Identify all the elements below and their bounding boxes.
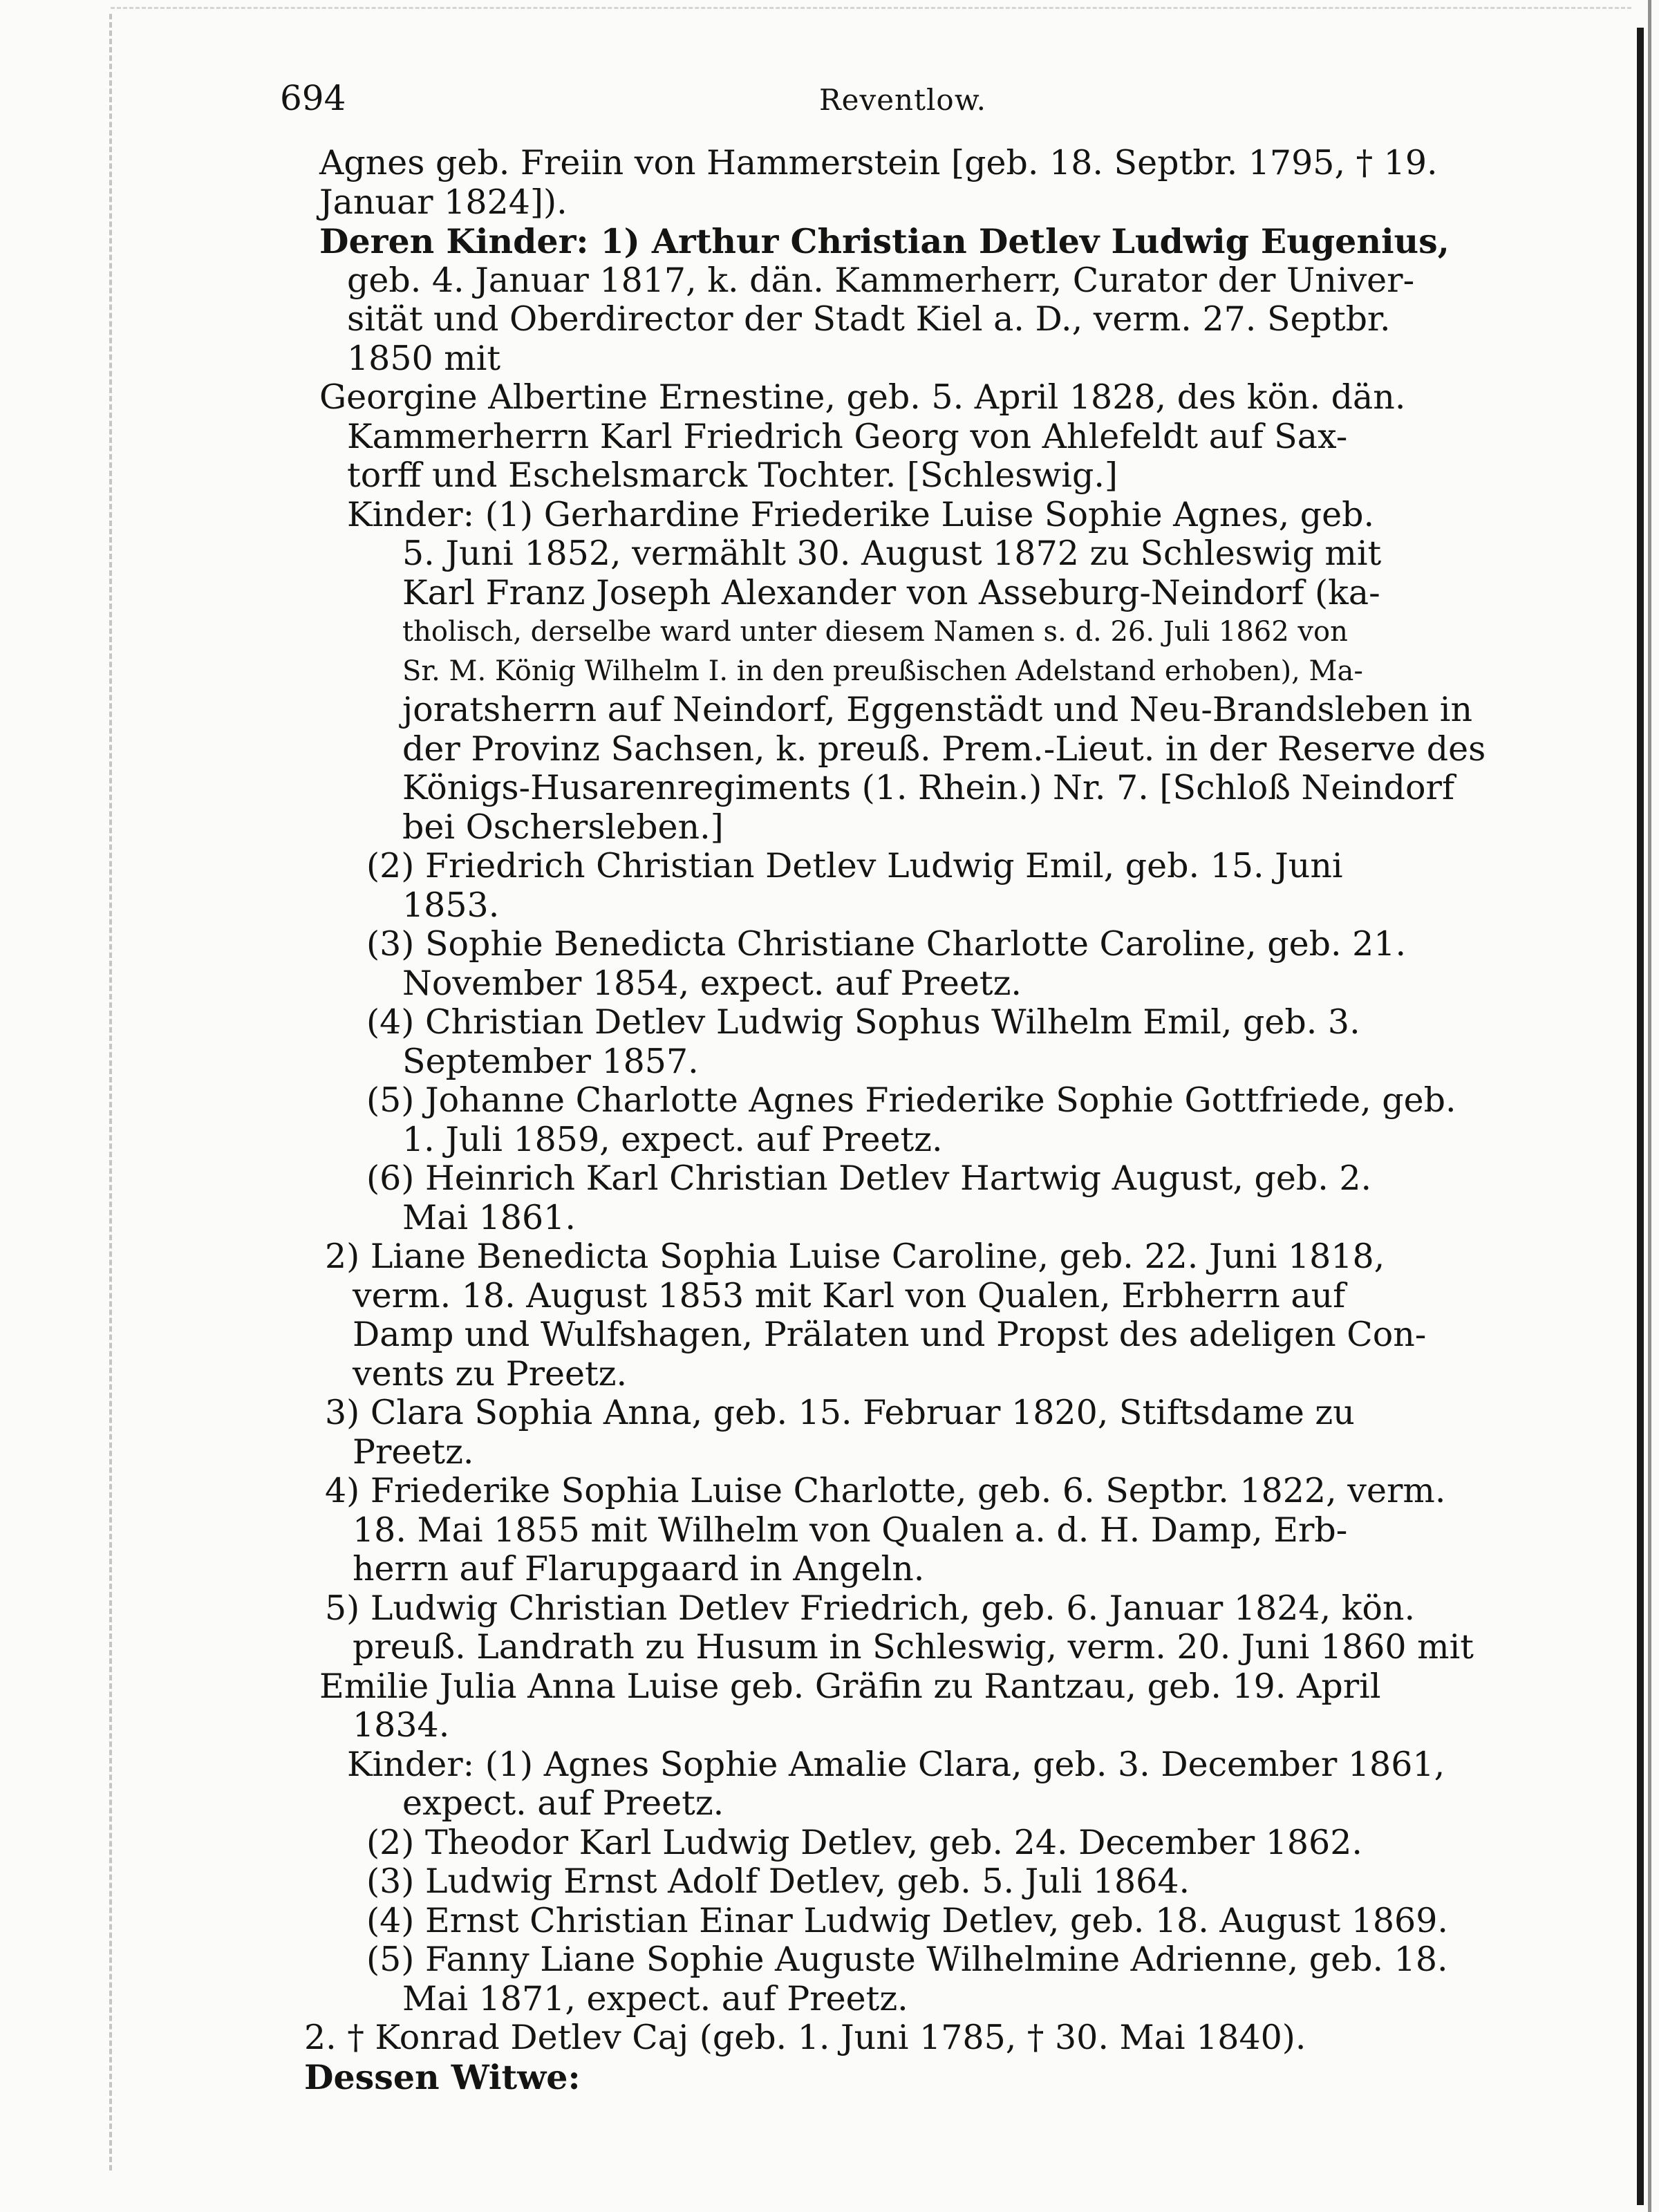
page-body	[304, 144, 1528, 2097]
text-line: Sr. M. König Wilhelm I. in den preußischen Adelstand erhoben), Ma-	[402, 655, 1363, 687]
text-line: Kinder: (1) Gerhardine Friederike Luise Sophie Agnes, geb.	[347, 495, 1375, 534]
text-line: Damp und Wulfshagen, Prälaten und Propst des adeligen Con-	[353, 1315, 1427, 1354]
text-line: verm. 18. August 1853 mit Karl von Qualen, Erbherrn auf	[353, 1276, 1346, 1315]
text-line: expect. auf Preetz.	[402, 1784, 724, 1823]
text-line: Königs-Husarenregiments (1. Rhein.) Nr. 7. [Schloß Neindorf	[402, 769, 1455, 807]
text-line: Agnes geb. Freiin von Hammerstein [geb. 18. Septbr. 1795, † 19.	[319, 144, 1438, 182]
page-gutter-edge	[1648, 0, 1651, 2212]
text-line: (5) Johanne Charlotte Agnes Friederike Sophie Gottfriede, geb.	[366, 1081, 1456, 1120]
text-line: Georgine Albertine Ernestine, geb. 5. April 1828, des kön. dän.	[319, 378, 1406, 417]
text-line: 5) Ludwig Christian Detlev Friedrich, geb. 6. Januar 1824, kön.	[325, 1588, 1416, 1628]
text-line: vents zu Preetz.	[353, 1354, 628, 1394]
text-line: sität und Oberdirector der Stadt Kiel a. D., verm. 27. Septbr.	[347, 300, 1391, 339]
text-line: 2) Liane Benedicta Sophia Luise Caroline, geb. 22. Juni 1818,	[325, 1237, 1385, 1276]
text-line: Kinder: (1) Agnes Sophie Amalie Clara, geb. 3. December 1861,	[347, 1745, 1445, 1784]
text-line: (4) Christian Detlev Ludwig Sophus Wilhelm Emil, geb. 3.	[366, 1003, 1360, 1042]
text-line: geb. 4. Januar 1817, k. dän. Kammerherr, Curator der Univer-	[347, 261, 1415, 300]
text-line: Mai 1871, expect. auf Preetz.	[402, 1979, 908, 2018]
text-line: Dessen Witwe:	[304, 2057, 581, 2097]
page-number: 694	[280, 78, 346, 118]
text-line: der Provinz Sachsen, k. preuß. Prem.-Lieut. in der Reserve des	[402, 729, 1486, 769]
text-line: (2) Friedrich Christian Detlev Ludwig Emil, geb. 15. Juni	[366, 847, 1343, 885]
text-line: September 1857.	[402, 1042, 699, 1081]
text-line: (4) Ernst Christian Einar Ludwig Detlev, geb. 18. August 1869.	[366, 1901, 1448, 1940]
text-line: (3) Ludwig Ernst Adolf Detlev, geb. 5. Juli 1864.	[366, 1862, 1190, 1901]
page-left-edge	[109, 14, 112, 2171]
text-line: joratsherrn auf Neindorf, Eggenstädt und Neu-Brandsleben in	[402, 691, 1473, 729]
text-line: 1853.	[402, 885, 500, 925]
text-line: Kammerherrn Karl Friedrich Georg von Ahlefeldt auf Sax-	[347, 417, 1348, 456]
text-line: Mai 1861.	[402, 1198, 576, 1237]
text-line: 1850 mit	[347, 339, 501, 378]
page-top-edge	[111, 7, 1631, 9]
text-line: (6) Heinrich Karl Christian Detlev Hartwig August, geb. 2.	[366, 1159, 1372, 1198]
text-line: 18. Mai 1855 mit Wilhelm von Qualen a. d. H. Damp, Erb-	[353, 1510, 1348, 1550]
text-line: (3) Sophie Benedicta Christiane Charlotte Caroline, geb. 21.	[366, 925, 1407, 964]
text-line: Deren Kinder: 1) Arthur Christian Detlev Ludwig Eugenius,	[319, 222, 1450, 261]
text-line: bei Oschersleben.]	[402, 807, 724, 847]
text-line: 1. Juli 1859, expect. auf Preetz.	[402, 1120, 943, 1159]
text-line: 1834.	[353, 1706, 450, 1745]
page-gutter-shadow	[1637, 28, 1644, 2205]
text-line: Karl Franz Joseph Alexander von Asseburg-Neindorf (ka-	[402, 573, 1380, 612]
text-line: Emilie Julia Anna Luise geb. Gräfin zu Rantzau, geb. 19. April	[319, 1667, 1381, 1706]
text-line: November 1854, expect. auf Preetz.	[402, 964, 1022, 1003]
text-line: 3) Clara Sophia Anna, geb. 15. Februar 1820, Stiftsdame zu	[325, 1394, 1355, 1432]
text-line: 4) Friederike Sophia Luise Charlotte, geb. 6. Septbr. 1822, verm.	[325, 1472, 1446, 1510]
text-line: 2. † Konrad Detlev Caj (geb. 1. Juni 1785, † 30. Mai 1840).	[304, 2018, 1306, 2057]
text-line: (5) Fanny Liane Sophie Auguste Wilhelmine Adrienne, geb. 18.	[366, 1940, 1448, 1979]
text-line: Preetz.	[353, 1432, 474, 1472]
running-head: Reventlow.	[819, 83, 987, 117]
text-line: Januar 1824]).	[319, 182, 568, 222]
text-line: (2) Theodor Karl Ludwig Detlev, geb. 24. December 1862.	[366, 1823, 1362, 1862]
text-line: torff und Eschelsmarck Tochter. [Schleswig.]	[347, 456, 1118, 495]
text-line: 5. Juni 1852, vermählt 30. August 1872 zu Schleswig mit	[402, 534, 1382, 573]
text-line: preuß. Landrath zu Husum in Schleswig, verm. 20. Juni 1860 mit	[353, 1628, 1474, 1667]
text-line: herrn auf Flarupgaard in Angeln.	[353, 1550, 925, 1588]
text-line: tholisch, derselbe ward unter diesem Namen s. d. 26. Juli 1862 von	[402, 616, 1348, 648]
